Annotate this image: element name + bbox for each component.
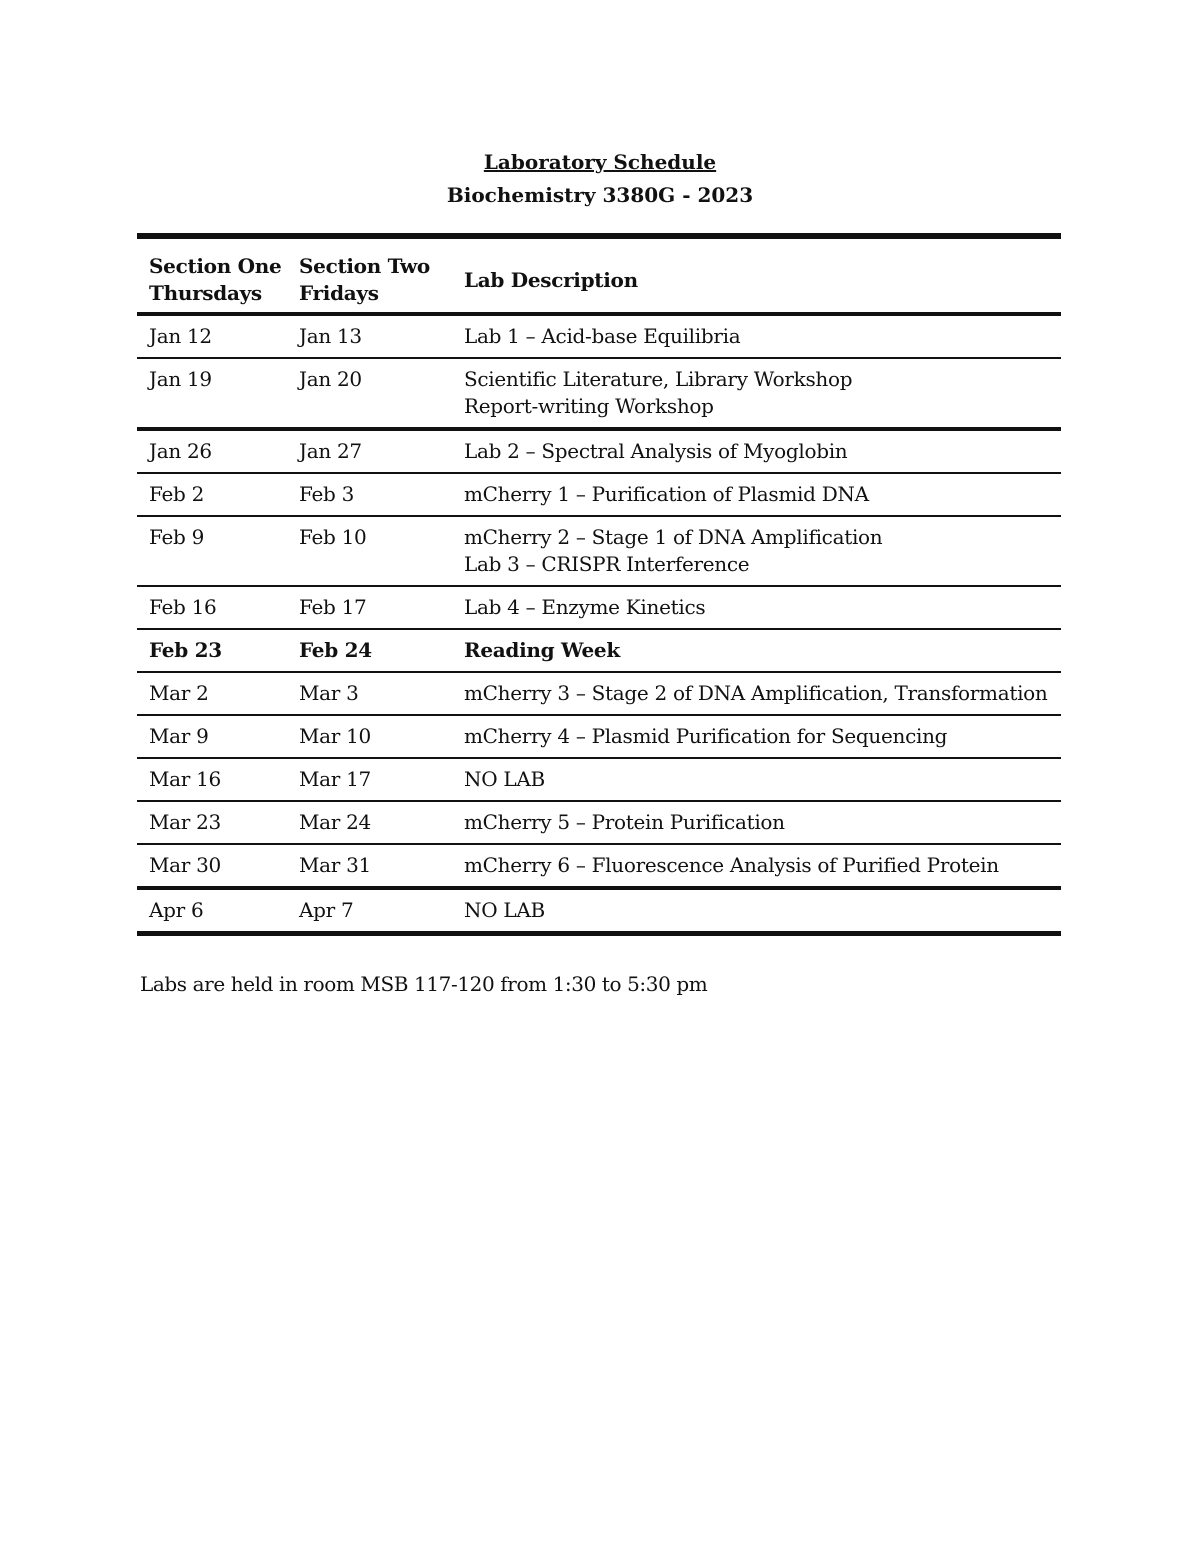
friday-date: Jan 27: [287, 429, 452, 473]
lab-description: [452, 586, 1061, 629]
friday-date: Mar 3: [287, 672, 452, 715]
table-row: [137, 672, 1061, 715]
table-row: [137, 314, 1061, 358]
table-row: [137, 429, 1061, 473]
lab-description: [452, 758, 1061, 801]
lab-description: [452, 715, 1061, 758]
thursday-date: Jan 12: [137, 314, 287, 358]
lab-description-line: Reading Week: [464, 638, 620, 662]
friday-date: Feb 24: [287, 629, 452, 672]
lab-description: [452, 629, 1061, 672]
table-row: [137, 473, 1061, 516]
table-row: [137, 715, 1061, 758]
thursday-date: Apr 6: [149, 898, 204, 922]
table-row: [137, 801, 1061, 844]
lab-description-line: Lab 1 – Acid-base Equilibria: [464, 324, 741, 348]
lab-description: [452, 801, 1061, 844]
header-section-one: [137, 236, 287, 314]
thursday-date: Mar 9: [137, 715, 287, 758]
header-lab-description: Lab Description: [452, 236, 1061, 314]
table-row: [137, 888, 1061, 934]
table-row: [137, 586, 1061, 629]
lab-description: [452, 429, 1061, 473]
friday-date: Apr 7: [299, 898, 354, 922]
thursday-date: Feb 9: [137, 516, 287, 586]
document-subtitle: Biochemistry 3380G - 2023: [446, 183, 754, 207]
lab-description-line: mCherry 5 – Protein Purification: [464, 810, 785, 834]
thursday-date: Feb 23: [137, 629, 287, 672]
document-title: Laboratory Schedule: [483, 150, 717, 174]
table-row: [137, 844, 1061, 888]
table-header-row: [137, 236, 1061, 314]
lab-description-line: Lab 2 – Spectral Analysis of Myoglobin: [464, 439, 848, 463]
header-section-two: [287, 236, 452, 314]
friday-date: Feb 3: [287, 473, 452, 516]
lab-description-line-2: Report-writing Workshop: [464, 394, 714, 418]
thursday-date: Mar 23: [137, 801, 287, 844]
thursday-date: Jan 26: [137, 429, 287, 473]
table-row-reading-week: [137, 629, 1061, 672]
lab-description: [452, 516, 1061, 586]
friday-date: Mar 24: [287, 801, 452, 844]
lab-description-line: mCherry 6 – Fluorescence Analysis of Purified Protein: [464, 853, 999, 877]
header-section-two-day: Fridays: [299, 281, 379, 305]
lab-description-line: Lab 4 – Enzyme Kinetics: [464, 595, 706, 619]
thursday-date: Feb 2: [137, 473, 287, 516]
friday-date: Mar 31: [287, 844, 452, 888]
friday-date: Jan 20: [287, 358, 452, 429]
lab-description-line: mCherry 4 – Plasmid Purification for Sequencing: [464, 724, 948, 748]
lab-description-line: Scientific Literature, Library Workshop: [464, 367, 853, 391]
lab-description-line: mCherry 2 – Stage 1 of DNA Amplification: [464, 525, 883, 549]
thursday-date: Mar 16: [137, 758, 287, 801]
friday-date: Jan 13: [287, 314, 452, 358]
lab-description-line-2: Lab 3 – CRISPR Interference: [464, 552, 750, 576]
thursday-date: Mar 30: [137, 844, 287, 888]
friday-date: Mar 10: [287, 715, 452, 758]
header-section-two-label: Section Two: [299, 254, 430, 278]
lab-description-line: mCherry 3 – Stage 2 of DNA Amplification, Transformation: [464, 681, 1048, 705]
lab-description-line: NO LAB: [464, 767, 545, 791]
lab-description-line: NO LAB: [464, 898, 545, 922]
lab-description: [452, 314, 1061, 358]
thursday-date: Feb 16: [137, 586, 287, 629]
thursday-date: Mar 2: [137, 672, 287, 715]
table-row: [137, 516, 1061, 586]
lab-description-line: mCherry 1 – Purification of Plasmid DNA: [464, 482, 869, 506]
lab-description: [452, 672, 1061, 715]
lab-description: [452, 358, 1061, 429]
friday-date: Feb 10: [287, 516, 452, 586]
lab-schedule-table: [137, 233, 1061, 936]
table-row: [137, 758, 1061, 801]
lab-description: [452, 844, 1061, 888]
lab-location-note: Labs are held in room MSB 117-120 from 1:30 to 5:30 pm: [140, 972, 708, 996]
lab-description: [452, 888, 1061, 934]
thursday-date: Jan 19: [137, 358, 287, 429]
friday-date: Feb 17: [287, 586, 452, 629]
header-section-one-day: Thursdays: [149, 281, 262, 305]
lab-description: [452, 473, 1061, 516]
friday-date: Mar 17: [287, 758, 452, 801]
table-row: [137, 358, 1061, 429]
header-section-one-label: Section One: [149, 254, 282, 278]
